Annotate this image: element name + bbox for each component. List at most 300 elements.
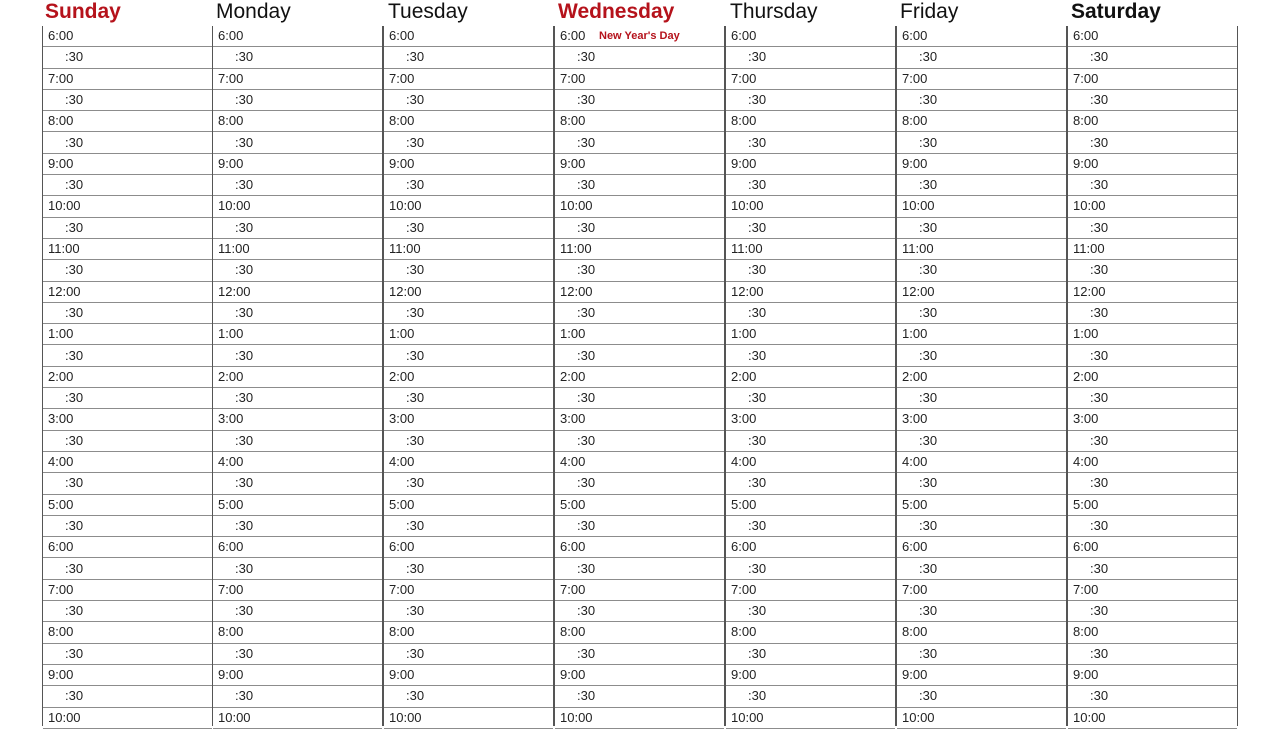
time-slot[interactable] — [384, 537, 553, 558]
time-slot[interactable] — [213, 580, 382, 601]
time-slot[interactable] — [897, 409, 1066, 430]
time-slot[interactable] — [726, 622, 895, 643]
time-slot[interactable] — [213, 324, 382, 345]
time-slot[interactable] — [897, 303, 1066, 324]
time-slot[interactable] — [555, 282, 724, 303]
time-slot[interactable] — [555, 644, 724, 665]
time-slot[interactable] — [897, 175, 1066, 196]
time-slot[interactable] — [897, 367, 1066, 388]
time-slot[interactable] — [43, 90, 212, 111]
time-slot[interactable] — [555, 516, 724, 537]
time-slot[interactable] — [213, 303, 382, 324]
time-label: :30 — [919, 304, 938, 320]
time-slot[interactable] — [43, 69, 212, 90]
time-label: :30 — [577, 603, 596, 619]
time-label: :30 — [65, 517, 84, 533]
time-slot[interactable] — [897, 47, 1066, 68]
time-label: 10:00 — [902, 198, 935, 214]
time-slot[interactable] — [726, 90, 895, 111]
holiday-event-label: New Year's Day — [599, 30, 680, 42]
time-slot[interactable] — [726, 239, 895, 260]
time-slot[interactable] — [384, 346, 553, 367]
time-slot[interactable] — [1068, 47, 1237, 68]
time-label: 10:00 — [48, 198, 81, 214]
time-slot[interactable] — [43, 708, 212, 729]
time-slot[interactable] — [555, 473, 724, 494]
day-header-sunday: Sunday — [45, 0, 121, 23]
time-slot[interactable] — [43, 537, 212, 558]
time-slot[interactable] — [726, 537, 895, 558]
time-label: 8:00 — [218, 624, 244, 640]
time-slot[interactable] — [384, 303, 553, 324]
time-label: :30 — [919, 432, 938, 448]
time-slot[interactable] — [213, 346, 382, 367]
time-slot[interactable] — [555, 559, 724, 580]
time-slot[interactable] — [897, 537, 1066, 558]
time-slot[interactable] — [897, 282, 1066, 303]
time-slot[interactable] — [384, 47, 553, 68]
time-label: :30 — [748, 560, 767, 576]
time-slot[interactable] — [43, 665, 212, 686]
time-slot[interactable] — [213, 133, 382, 154]
time-slot[interactable] — [43, 644, 212, 665]
time-slot[interactable] — [213, 111, 382, 132]
time-slot[interactable] — [555, 708, 724, 729]
time-slot[interactable] — [384, 154, 553, 175]
time-label: :30 — [1090, 262, 1109, 278]
time-slot[interactable] — [213, 516, 382, 537]
time-label: :30 — [748, 134, 767, 150]
time-slot[interactable] — [726, 452, 895, 473]
time-slot[interactable] — [726, 218, 895, 239]
time-label: :30 — [406, 645, 425, 661]
time-slot[interactable] — [1068, 303, 1237, 324]
time-slot[interactable] — [213, 409, 382, 430]
time-slot[interactable] — [726, 303, 895, 324]
time-slot[interactable] — [1068, 133, 1237, 154]
time-slot[interactable] — [726, 708, 895, 729]
time-slot[interactable] — [1068, 409, 1237, 430]
time-slot[interactable] — [213, 282, 382, 303]
time-slot[interactable] — [897, 218, 1066, 239]
time-slot[interactable] — [43, 516, 212, 537]
time-slot[interactable] — [1068, 495, 1237, 516]
time-slot[interactable] — [213, 708, 382, 729]
time-slot[interactable] — [1068, 346, 1237, 367]
time-slot[interactable] — [1068, 580, 1237, 601]
time-label: :30 — [919, 91, 938, 107]
time-label: 8:00 — [389, 624, 415, 640]
time-label: 10:00 — [1073, 709, 1106, 725]
time-label: :30 — [1090, 177, 1109, 193]
time-slot[interactable] — [384, 644, 553, 665]
time-label: 7:00 — [389, 581, 415, 597]
time-slot[interactable] — [1068, 473, 1237, 494]
time-slot[interactable] — [555, 431, 724, 452]
time-slot[interactable] — [1068, 622, 1237, 643]
time-slot[interactable] — [43, 580, 212, 601]
time-slot[interactable] — [1068, 708, 1237, 729]
time-slot[interactable] — [897, 260, 1066, 281]
time-slot[interactable] — [213, 196, 382, 217]
time-slot[interactable] — [1068, 367, 1237, 388]
time-label: 2:00 — [560, 368, 586, 384]
time-slot[interactable] — [213, 47, 382, 68]
time-slot[interactable] — [726, 686, 895, 707]
time-slot[interactable] — [1068, 175, 1237, 196]
time-slot[interactable] — [43, 282, 212, 303]
time-slot[interactable] — [555, 218, 724, 239]
time-slot[interactable] — [897, 133, 1066, 154]
time-slot[interactable] — [213, 175, 382, 196]
day-column-thursday — [725, 26, 896, 726]
time-slot[interactable] — [897, 196, 1066, 217]
time-slot[interactable] — [555, 452, 724, 473]
time-slot[interactable] — [384, 622, 553, 643]
time-label: :30 — [406, 390, 425, 406]
time-slot[interactable] — [555, 622, 724, 643]
time-label: 5:00 — [389, 496, 415, 512]
time-slot[interactable] — [897, 580, 1066, 601]
time-label: 1:00 — [902, 326, 928, 342]
time-slot[interactable] — [213, 665, 382, 686]
time-slot[interactable] — [213, 90, 382, 111]
time-slot[interactable] — [1068, 431, 1237, 452]
time-slot[interactable] — [897, 473, 1066, 494]
time-slot[interactable] — [384, 473, 553, 494]
time-slot[interactable] — [384, 175, 553, 196]
time-slot[interactable] — [213, 260, 382, 281]
time-slot[interactable] — [726, 111, 895, 132]
time-slot[interactable] — [897, 239, 1066, 260]
time-slot[interactable] — [897, 516, 1066, 537]
time-slot[interactable] — [726, 175, 895, 196]
time-slot[interactable] — [213, 154, 382, 175]
time-slot[interactable] — [897, 452, 1066, 473]
time-label: :30 — [406, 304, 425, 320]
time-slot[interactable] — [43, 133, 212, 154]
time-slot[interactable] — [43, 154, 212, 175]
time-slot[interactable] — [1068, 69, 1237, 90]
time-slot[interactable] — [43, 111, 212, 132]
time-slot[interactable] — [897, 324, 1066, 345]
time-label: 9:00 — [1073, 667, 1099, 682]
time-slot[interactable] — [726, 367, 895, 388]
time-slot[interactable] — [213, 559, 382, 580]
time-slot[interactable] — [384, 324, 553, 345]
time-label: :30 — [235, 645, 254, 661]
time-slot[interactable] — [555, 346, 724, 367]
time-label: 7:00 — [218, 70, 244, 86]
time-slot[interactable] — [555, 537, 724, 558]
time-slot[interactable] — [726, 559, 895, 580]
time-slot[interactable] — [555, 133, 724, 154]
time-slot[interactable] — [43, 495, 212, 516]
time-label: 8:00 — [902, 113, 928, 129]
time-slot[interactable] — [43, 303, 212, 324]
time-slot[interactable] — [726, 601, 895, 622]
time-slot[interactable] — [43, 239, 212, 260]
time-slot[interactable] — [726, 260, 895, 281]
time-label: 10:00 — [1073, 198, 1106, 214]
time-slot[interactable] — [555, 580, 724, 601]
time-label: :30 — [577, 390, 596, 406]
time-slot[interactable] — [43, 367, 212, 388]
time-slot[interactable] — [384, 367, 553, 388]
time-slot[interactable] — [1068, 452, 1237, 473]
time-slot[interactable] — [726, 580, 895, 601]
time-slot[interactable] — [726, 473, 895, 494]
time-slot[interactable] — [213, 69, 382, 90]
time-slot[interactable] — [897, 622, 1066, 643]
time-slot[interactable] — [213, 367, 382, 388]
time-label: 2:00 — [389, 368, 415, 384]
time-slot[interactable] — [726, 516, 895, 537]
time-label: 8:00 — [48, 624, 74, 640]
time-slot[interactable] — [897, 90, 1066, 111]
time-slot[interactable] — [555, 69, 724, 90]
time-slot[interactable] — [897, 686, 1066, 707]
time-label: :30 — [406, 134, 425, 150]
time-slot[interactable] — [897, 26, 1066, 47]
time-slot[interactable] — [1068, 154, 1237, 175]
time-slot[interactable] — [384, 239, 553, 260]
time-label: 7:00 — [1073, 70, 1099, 86]
time-slot[interactable] — [726, 409, 895, 430]
time-slot[interactable] — [555, 665, 724, 686]
time-slot[interactable] — [1068, 239, 1237, 260]
time-slot[interactable] — [384, 431, 553, 452]
time-slot[interactable] — [43, 473, 212, 494]
time-slot[interactable] — [726, 644, 895, 665]
time-label: 3:00 — [218, 411, 244, 427]
time-slot[interactable] — [1068, 601, 1237, 622]
time-slot[interactable] — [726, 26, 895, 47]
time-slot[interactable] — [1068, 282, 1237, 303]
time-label: 4:00 — [560, 454, 586, 469]
time-slot[interactable] — [1068, 90, 1237, 111]
time-slot[interactable] — [43, 409, 212, 430]
time-slot[interactable] — [726, 495, 895, 516]
time-slot[interactable] — [1068, 111, 1237, 132]
time-slot[interactable] — [897, 644, 1066, 665]
time-slot[interactable] — [384, 388, 553, 409]
time-label: :30 — [577, 177, 596, 193]
time-slot[interactable] — [384, 686, 553, 707]
time-label: 1:00 — [48, 326, 74, 342]
time-slot[interactable] — [213, 239, 382, 260]
time-slot[interactable] — [213, 601, 382, 622]
time-slot[interactable] — [555, 90, 724, 111]
time-slot[interactable] — [897, 346, 1066, 367]
time-slot[interactable] — [897, 111, 1066, 132]
time-slot[interactable] — [897, 708, 1066, 729]
time-slot[interactable] — [213, 686, 382, 707]
time-label: :30 — [919, 219, 938, 235]
time-slot[interactable] — [555, 175, 724, 196]
time-slot[interactable] — [726, 431, 895, 452]
time-slot[interactable] — [384, 601, 553, 622]
time-slot[interactable] — [43, 622, 212, 643]
time-slot[interactable] — [213, 473, 382, 494]
time-slot[interactable] — [555, 47, 724, 68]
time-slot[interactable] — [555, 26, 724, 47]
time-slot[interactable] — [384, 452, 553, 473]
time-slot[interactable] — [555, 388, 724, 409]
time-slot[interactable] — [43, 26, 212, 47]
time-slot[interactable] — [726, 196, 895, 217]
time-slot[interactable] — [726, 346, 895, 367]
time-slot[interactable] — [1068, 260, 1237, 281]
time-slot[interactable] — [213, 218, 382, 239]
time-slot[interactable] — [43, 431, 212, 452]
time-slot[interactable] — [43, 686, 212, 707]
time-slot[interactable] — [43, 559, 212, 580]
time-slot[interactable] — [555, 154, 724, 175]
time-slot[interactable] — [897, 388, 1066, 409]
time-slot[interactable] — [43, 260, 212, 281]
time-slot[interactable] — [555, 324, 724, 345]
time-slot[interactable] — [726, 665, 895, 686]
time-label: 8:00 — [1073, 113, 1099, 129]
time-label: :30 — [406, 262, 425, 278]
time-label: :30 — [1090, 603, 1109, 619]
time-slot[interactable] — [43, 324, 212, 345]
time-slot[interactable] — [555, 260, 724, 281]
time-slot[interactable] — [897, 495, 1066, 516]
time-label: :30 — [1090, 304, 1109, 320]
time-slot[interactable] — [1068, 26, 1237, 47]
time-slot[interactable] — [1068, 686, 1237, 707]
time-slot[interactable] — [384, 282, 553, 303]
time-slot[interactable] — [384, 708, 553, 729]
time-slot[interactable] — [1068, 537, 1237, 558]
time-slot[interactable] — [384, 111, 553, 132]
time-label: 12:00 — [218, 283, 251, 299]
time-slot[interactable] — [213, 622, 382, 643]
time-slot[interactable] — [1068, 218, 1237, 239]
time-slot[interactable] — [1068, 196, 1237, 217]
time-slot[interactable] — [897, 69, 1066, 90]
time-slot[interactable] — [384, 90, 553, 111]
time-label: :30 — [577, 645, 596, 661]
time-slot[interactable] — [213, 537, 382, 558]
time-label: :30 — [748, 475, 767, 491]
time-slot[interactable] — [384, 196, 553, 217]
time-slot[interactable] — [555, 686, 724, 707]
time-slot[interactable] — [384, 218, 553, 239]
time-slot[interactable] — [43, 218, 212, 239]
time-slot[interactable] — [726, 133, 895, 154]
time-label: 3:00 — [389, 411, 415, 427]
time-slot[interactable] — [384, 26, 553, 47]
time-label: :30 — [406, 347, 425, 363]
time-slot[interactable] — [1068, 644, 1237, 665]
time-label: 5:00 — [731, 496, 757, 512]
time-slot[interactable] — [726, 388, 895, 409]
time-slot[interactable] — [897, 665, 1066, 686]
time-slot[interactable] — [1068, 516, 1237, 537]
time-label: :30 — [406, 688, 425, 704]
time-label: :30 — [406, 517, 425, 533]
time-label: 2:00 — [1073, 368, 1099, 384]
time-label: :30 — [748, 262, 767, 278]
time-slot[interactable] — [555, 303, 724, 324]
time-slot[interactable] — [384, 495, 553, 516]
time-slot[interactable] — [43, 601, 212, 622]
day-header-wednesday: Wednesday — [558, 0, 675, 23]
time-slot[interactable] — [213, 644, 382, 665]
time-slot[interactable] — [897, 154, 1066, 175]
time-slot[interactable] — [43, 388, 212, 409]
time-label: 12:00 — [560, 283, 593, 299]
time-slot[interactable] — [555, 601, 724, 622]
time-slot[interactable] — [384, 516, 553, 537]
time-label: 12:00 — [731, 283, 764, 299]
time-label: :30 — [1090, 432, 1109, 448]
time-label: 11:00 — [48, 241, 80, 256]
time-slot[interactable] — [213, 388, 382, 409]
time-slot[interactable] — [897, 559, 1066, 580]
time-label: :30 — [919, 390, 938, 406]
time-slot[interactable] — [726, 69, 895, 90]
time-slot[interactable] — [897, 601, 1066, 622]
time-label: :30 — [748, 347, 767, 363]
time-slot[interactable] — [555, 239, 724, 260]
time-slot[interactable] — [213, 431, 382, 452]
time-slot[interactable] — [43, 452, 212, 473]
time-slot[interactable] — [555, 111, 724, 132]
time-slot[interactable] — [726, 154, 895, 175]
time-label: :30 — [577, 134, 596, 150]
time-label: :30 — [577, 432, 596, 448]
time-slot[interactable] — [384, 133, 553, 154]
time-slot[interactable] — [43, 346, 212, 367]
time-label: 6:00 — [389, 28, 415, 43]
time-label: :30 — [919, 603, 938, 619]
time-slot[interactable] — [555, 495, 724, 516]
time-slot[interactable] — [555, 367, 724, 388]
time-label: 10:00 — [218, 198, 251, 214]
time-slot[interactable] — [555, 409, 724, 430]
time-slot[interactable] — [1068, 388, 1237, 409]
time-slot[interactable] — [1068, 665, 1237, 686]
time-slot[interactable] — [726, 47, 895, 68]
time-slot[interactable] — [384, 69, 553, 90]
time-slot[interactable] — [726, 324, 895, 345]
time-label: 12:00 — [902, 283, 935, 299]
time-slot[interactable] — [43, 196, 212, 217]
time-slot[interactable] — [43, 47, 212, 68]
time-label: 6:00 — [560, 28, 586, 43]
time-slot[interactable] — [384, 665, 553, 686]
time-slot[interactable] — [213, 452, 382, 473]
time-slot[interactable] — [555, 196, 724, 217]
time-slot[interactable] — [1068, 559, 1237, 580]
time-label: 5:00 — [560, 496, 586, 512]
time-slot[interactable] — [43, 175, 212, 196]
time-slot[interactable] — [897, 431, 1066, 452]
time-slot[interactable] — [384, 409, 553, 430]
time-slot[interactable] — [384, 559, 553, 580]
time-slot[interactable] — [726, 282, 895, 303]
time-slot[interactable] — [213, 26, 382, 47]
time-slot[interactable] — [1068, 324, 1237, 345]
time-label: 1:00 — [218, 326, 244, 342]
time-slot[interactable] — [384, 580, 553, 601]
time-slot[interactable] — [384, 260, 553, 281]
time-slot[interactable] — [213, 495, 382, 516]
